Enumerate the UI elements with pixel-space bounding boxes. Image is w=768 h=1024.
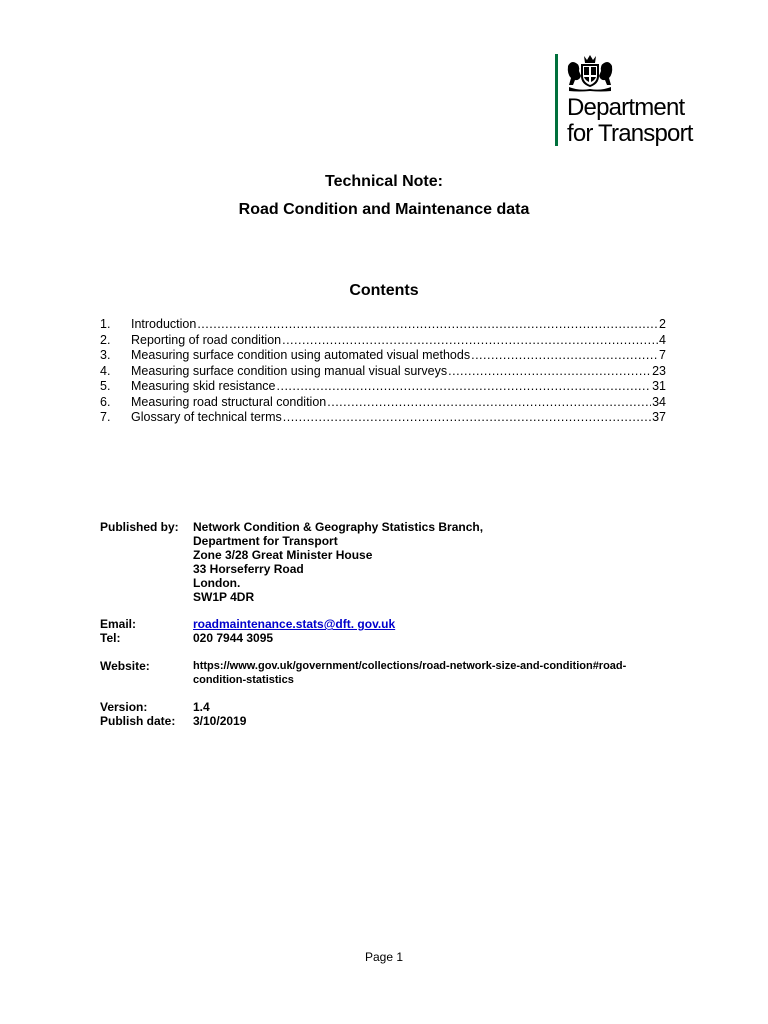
document-title-line1: Technical Note: [325, 173, 443, 190]
royal-coat-of-arms-icon [565, 54, 615, 92]
address-line: Department for Transport [193, 534, 338, 548]
publish-date-value: 3/10/2019 [193, 714, 247, 728]
version-label: Version: [100, 700, 148, 714]
toc-leader-dots [448, 364, 651, 380]
toc-label: Measuring skid resistance [131, 379, 276, 393]
version-value: 1.4 [193, 700, 210, 714]
org-name-line1: Department [567, 94, 685, 121]
address-line: Network Condition & Geography Statistics Branch, [193, 520, 484, 534]
toc-item-introduction[interactable] [100, 317, 666, 333]
toc-page-number: 23 [652, 363, 666, 378]
toc-leader-dots [283, 410, 651, 426]
org-name-line2: for Transport [567, 120, 693, 147]
toc-number: 7. [100, 410, 111, 424]
publish-date-label: Publish date: [100, 714, 176, 728]
document-title-line2: Road Condition and Maintenance data [238, 201, 530, 218]
tel-value: 020 7944 3095 [193, 631, 274, 645]
publisher-block [100, 520, 680, 604]
toc-label: Measuring road structural condition [131, 394, 327, 409]
toc-leader-dots [282, 333, 658, 349]
toc-label: Glossary of technical terms [131, 410, 282, 424]
published-by-label: Published by: [100, 520, 179, 534]
website-label: Website: [100, 659, 150, 673]
toc-label: Introduction [131, 317, 197, 331]
toc-leader-dots [197, 317, 658, 333]
toc-number: 6. [100, 394, 111, 409]
toc-number: 1. [100, 317, 111, 331]
table-of-contents [100, 317, 666, 426]
toc-leader-dots [327, 395, 651, 411]
email-label: Email: [100, 617, 137, 631]
toc-number: 4. [100, 363, 111, 378]
toc-page-number: 34 [652, 394, 666, 409]
website-url-line2: condition-statistics [193, 674, 294, 686]
website-block [100, 659, 680, 687]
dft-logo [555, 54, 755, 154]
toc-item-automated-visual[interactable] [100, 348, 666, 364]
logo-green-bar [555, 54, 558, 146]
toc-leader-dots [471, 348, 658, 364]
address-line: SW1P 4DR [193, 590, 255, 604]
toc-page-number: 4 [659, 332, 666, 347]
toc-label: Measuring surface condition using manual visual surveys [131, 363, 448, 378]
toc-item-glossary[interactable] [100, 410, 666, 426]
toc-page-number: 2 [659, 317, 666, 331]
toc-number: 5. [100, 379, 111, 393]
toc-label: Reporting of road condition [131, 332, 282, 347]
address-line: Zone 3/28 Great Minister House [193, 548, 373, 562]
toc-item-reporting[interactable] [100, 333, 666, 349]
org-name [567, 95, 693, 147]
toc-leader-dots [277, 379, 652, 395]
toc-number: 2. [100, 332, 111, 347]
toc-item-structural-condition[interactable] [100, 395, 666, 411]
toc-label: Measuring surface condition using automated visual methods [131, 348, 471, 362]
website-url[interactable] [193, 659, 680, 687]
address-line: London. [193, 576, 241, 590]
toc-item-manual-visual[interactable] [100, 364, 666, 380]
address-line: 33 Horseferry Road [193, 562, 304, 576]
website-url-line1: https://www.gov.uk/government/collections/road-network-size-and-condition#road- [193, 660, 627, 672]
page-number-footer: Page 1 [364, 950, 404, 964]
email-link[interactable]: roadmaintenance.stats@dft. gov.uk [193, 617, 396, 631]
tel-label: Tel: [100, 631, 121, 645]
toc-page-number: 31 [652, 379, 666, 393]
contents-heading: Contents [349, 282, 419, 299]
publisher-address [193, 520, 680, 604]
toc-page-number: 37 [652, 410, 666, 424]
contact-block [100, 617, 680, 645]
toc-page-number: 7 [659, 348, 666, 362]
version-block [100, 700, 680, 728]
toc-item-skid-resistance[interactable] [100, 379, 666, 395]
toc-number: 3. [100, 348, 111, 362]
